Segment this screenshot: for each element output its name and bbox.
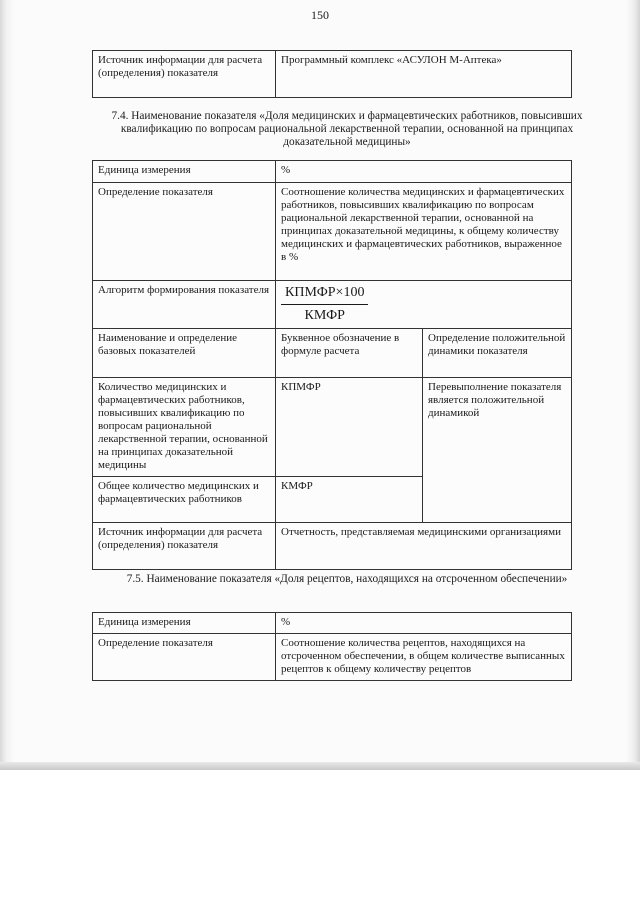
definition-value-cell: Соотношение количества медицинских и фармацевтических работников, повысивших квалификацию по вопросам рациональной лекарственной терапии, основанной на принципах доказательной медицины, к общему количеству медицинских и фармацевтических работников, выраженное в % (276, 183, 572, 281)
table-row (93, 161, 572, 183)
positive-dynamics-header: Определение положительной динамики показателя (423, 329, 572, 378)
unit-value-cell: % (276, 613, 572, 634)
table-row (93, 378, 572, 477)
scan-edge-shadow (0, 762, 640, 770)
formula-cell (276, 281, 572, 329)
table-row (93, 523, 572, 570)
definition-value-cell: Соотношение количества рецептов, находящихся на отсроченном обеспечении, в общем количестве выписанных рецептов к общему количеству рецептов (276, 634, 572, 681)
table-row (93, 281, 572, 329)
section-7-4-heading: 7.4. Наименование показателя «Доля медицинских и фармацевтических работников, повысивших квалификацию по вопросам рациональной лекарственной терапии, основанной на принципах доказательной медицины» (111, 110, 583, 148)
base-indicator-name-cell: Количество медицинских и фармацевтических работников, повысивших квалификацию по вопросам рациональной лекарственной терапии, основанной на принципах доказательной медицины (93, 378, 276, 477)
definition-label-cell: Определение показателя (93, 634, 276, 681)
algorithm-label-cell: Алгоритм формирования показателя (93, 281, 276, 329)
base-indicators-header: Наименование и определение базовых показателей (93, 329, 276, 378)
table-row (93, 329, 572, 378)
source-value-cell: Программный комплекс «АСУЛОН М-Аптека» (276, 51, 572, 98)
page-number: 150 (311, 8, 329, 22)
formula-numerator: КПМФР×100 (281, 285, 368, 305)
definition-label-cell: Определение показателя (93, 183, 276, 281)
section-7-5-heading: 7.5. Наименование показателя «Доля рецептов, находящихся на отсроченном обеспечении» (126, 573, 568, 585)
unit-value-cell: % (276, 161, 572, 183)
formula-fraction (281, 284, 368, 324)
positive-dynamics-cell: Перевыполнение показателя является положительной динамикой (423, 378, 572, 523)
unit-label-cell: Единица измерения (93, 161, 276, 183)
base-indicator-code-cell: КМФР (276, 477, 423, 523)
table-row (93, 51, 572, 98)
table-row (93, 183, 572, 281)
letter-designation-header: Буквенное обозначение в формуле расчета (276, 329, 423, 378)
table-row (93, 613, 572, 634)
top-source-table (92, 50, 572, 98)
indicator-7-5-table (92, 612, 572, 681)
base-indicator-code-cell: КПМФР (276, 378, 423, 477)
source-label-cell: Источник информации для расчета (определения) показателя (93, 523, 276, 570)
indicator-7-4-table (92, 160, 572, 570)
table-row (93, 634, 572, 681)
source-value-cell: Отчетность, представляемая медицинскими организациями (276, 523, 572, 570)
formula-denominator: КМФР (304, 308, 345, 323)
source-label-cell: Источник информации для расчета (определения) показателя (93, 51, 276, 98)
unit-label-cell: Единица измерения (93, 613, 276, 634)
base-indicator-name-cell: Общее количество медицинских и фармацевтических работников (93, 477, 276, 523)
